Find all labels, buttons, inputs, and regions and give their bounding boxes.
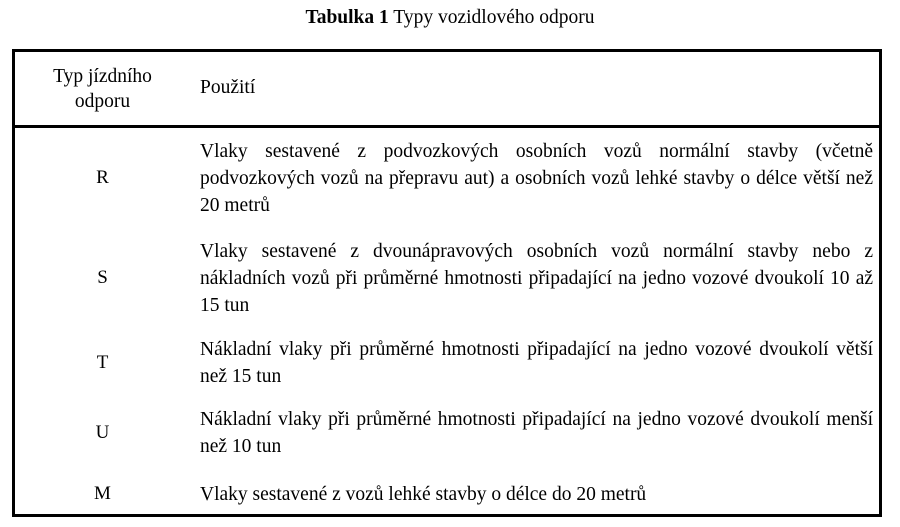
row-usage-text: Vlaky sestavené z dvounápravových osobních vozů normální stavby nebo z nákladních vozů při průměrné hmotnosti připadající na jedno vozové dvoukolí 10 až 15 tun [200,240,873,316]
table-row [15,127,879,229]
row-type-cell [15,328,190,398]
table-caption-label: Tabulka 1 [305,7,389,28]
table-header-row [15,52,879,127]
row-type-cell [15,127,190,229]
resistance-types-table [12,49,882,517]
row-type-cell [15,228,190,328]
header-type-line1: Typ jízdního [53,65,152,87]
row-usage-text: Nákladní vlaky při průměrné hmotnosti připadající na jedno vozové dvoukolí menší než 10 tun [200,409,873,457]
header-usage-label: Použití [200,77,256,98]
header-cell-type [15,52,190,127]
table-row [15,468,879,520]
row-usage-text: Vlaky sestavené z vozů lehké stavby o délce do 20 metrů [200,483,647,505]
row-type-letter: U [95,422,110,443]
row-usage-cell [190,468,879,520]
row-usage-cell [190,127,879,229]
row-type-letter: M [94,483,111,504]
row-type-letter: R [96,167,109,188]
table-row [15,228,879,328]
table-row [15,328,879,398]
table-caption-text: Typy vozidlového odporu [388,7,595,28]
row-usage-text: Nákladní vlaky při průměrné hmotnosti připadající na jedno vozové dvoukolí větší než 15 tun [200,339,873,387]
row-usage-text: Vlaky sestavené z podvozkových osobních vozů normální stavby (včetně podvozkových vozů na přepravu aut) a osobních vozů lehké stavby o délce větší než 20 metrů [200,140,873,216]
row-type-letter: S [97,267,108,288]
row-type-cell [15,468,190,520]
table-body [15,52,879,520]
row-usage-cell [190,398,879,468]
header-type-line2: odporu [74,90,131,112]
row-type-cell [15,398,190,468]
header-type-label [15,64,190,114]
header-cell-usage [190,52,879,127]
table-caption [0,6,900,30]
row-usage-cell [190,328,879,398]
row-type-letter: T [96,352,109,373]
row-usage-cell [190,228,879,328]
table-row [15,398,879,468]
